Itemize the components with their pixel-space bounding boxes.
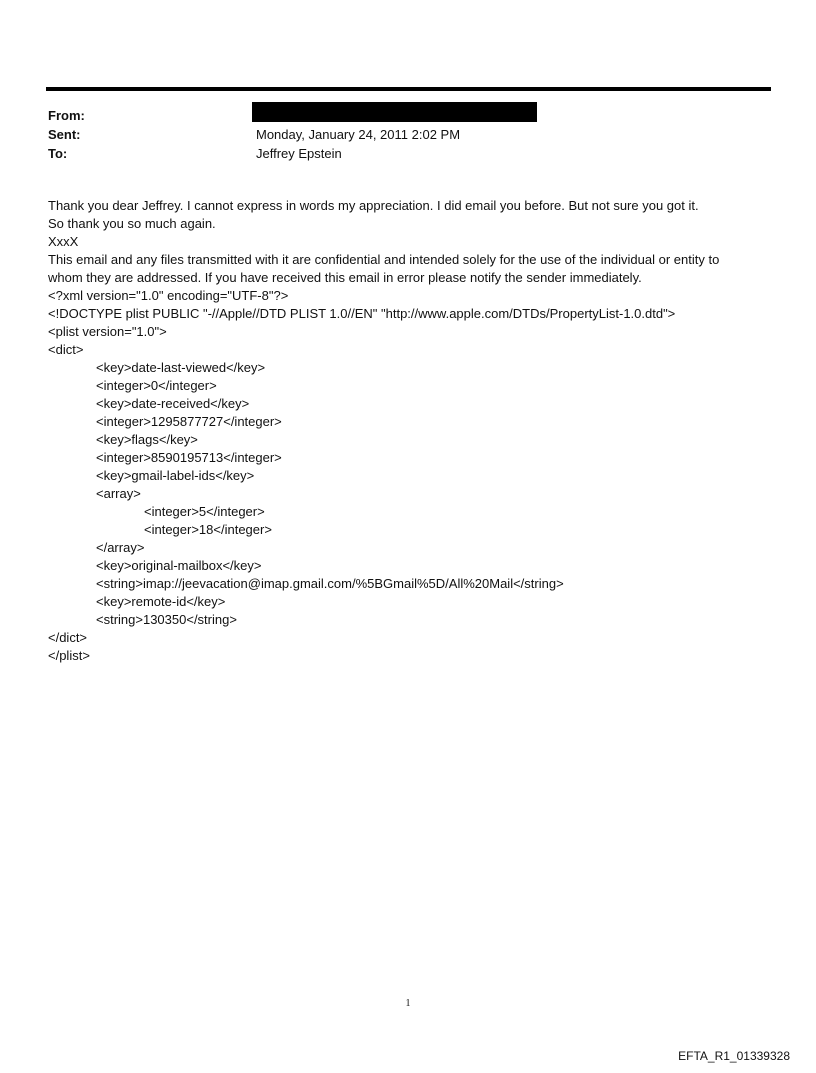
- xml-line: <integer>18</integer>: [144, 522, 272, 537]
- xml-line: <string>130350</string>: [96, 612, 237, 627]
- xml-line: <!DOCTYPE plist PUBLIC "-//Apple//DTD PLIST 1.0//EN" "http://www.apple.com/DTDs/PropertyList-1.0.dtd">: [48, 306, 676, 321]
- xml-line: <key>date-last-viewed</key>: [96, 360, 266, 375]
- xml-line: <integer>8590195713</integer>: [96, 450, 282, 465]
- body-line: XxxX: [48, 234, 79, 249]
- sent-label: Sent:: [48, 127, 81, 142]
- header-rule: [46, 87, 771, 91]
- xml-line: <key>remote-id</key>: [96, 594, 226, 609]
- xml-line: <?xml version="1.0" encoding="UTF-8"?>: [48, 288, 289, 303]
- disclaimer-line: This email and any files transmitted with it are confidential and intended solely for the use of the individual or entity to: [48, 252, 720, 267]
- xml-line: </dict>: [48, 630, 88, 645]
- page-number: 1: [405, 998, 411, 1009]
- bates-number: EFTA_R1_01339328: [678, 1049, 790, 1063]
- to-label: To:: [48, 146, 68, 161]
- xml-line: <integer>5</integer>: [144, 504, 265, 519]
- disclaimer-line: whom they are addressed. If you have received this email in error please notify the sender immediately.: [48, 270, 642, 285]
- body-line: Thank you dear Jeffrey. I cannot express in words my appreciation. I did email you before. But not sure you got it.: [48, 198, 699, 213]
- xml-line: <integer>0</integer>: [96, 378, 217, 393]
- from-label: From:: [48, 108, 85, 123]
- to-value: Jeffrey Epstein: [256, 146, 342, 161]
- xml-line: </plist>: [48, 648, 90, 663]
- xml-line: <key>date-received</key>: [96, 396, 250, 411]
- xml-line: <string>imap://jeevacation@imap.gmail.com/%5BGmail%5D/All%20Mail</string>: [96, 576, 564, 591]
- email-body: [48, 197, 778, 665]
- xml-line: <key>gmail-label-ids</key>: [96, 468, 255, 483]
- xml-line: <plist version="1.0">: [48, 324, 167, 339]
- xml-line: <dict>: [48, 342, 84, 357]
- xml-line: <array>: [96, 486, 141, 501]
- body-line: So thank you so much again.: [48, 216, 216, 231]
- redacted-from-value: [252, 102, 537, 122]
- xml-line: <integer>1295877727</integer>: [96, 414, 282, 429]
- xml-line: <key>original-mailbox</key>: [96, 558, 262, 573]
- sent-value: Monday, January 24, 2011 2:02 PM: [256, 127, 461, 142]
- xml-line: </array>: [96, 540, 145, 555]
- xml-line: <key>flags</key>: [96, 432, 198, 447]
